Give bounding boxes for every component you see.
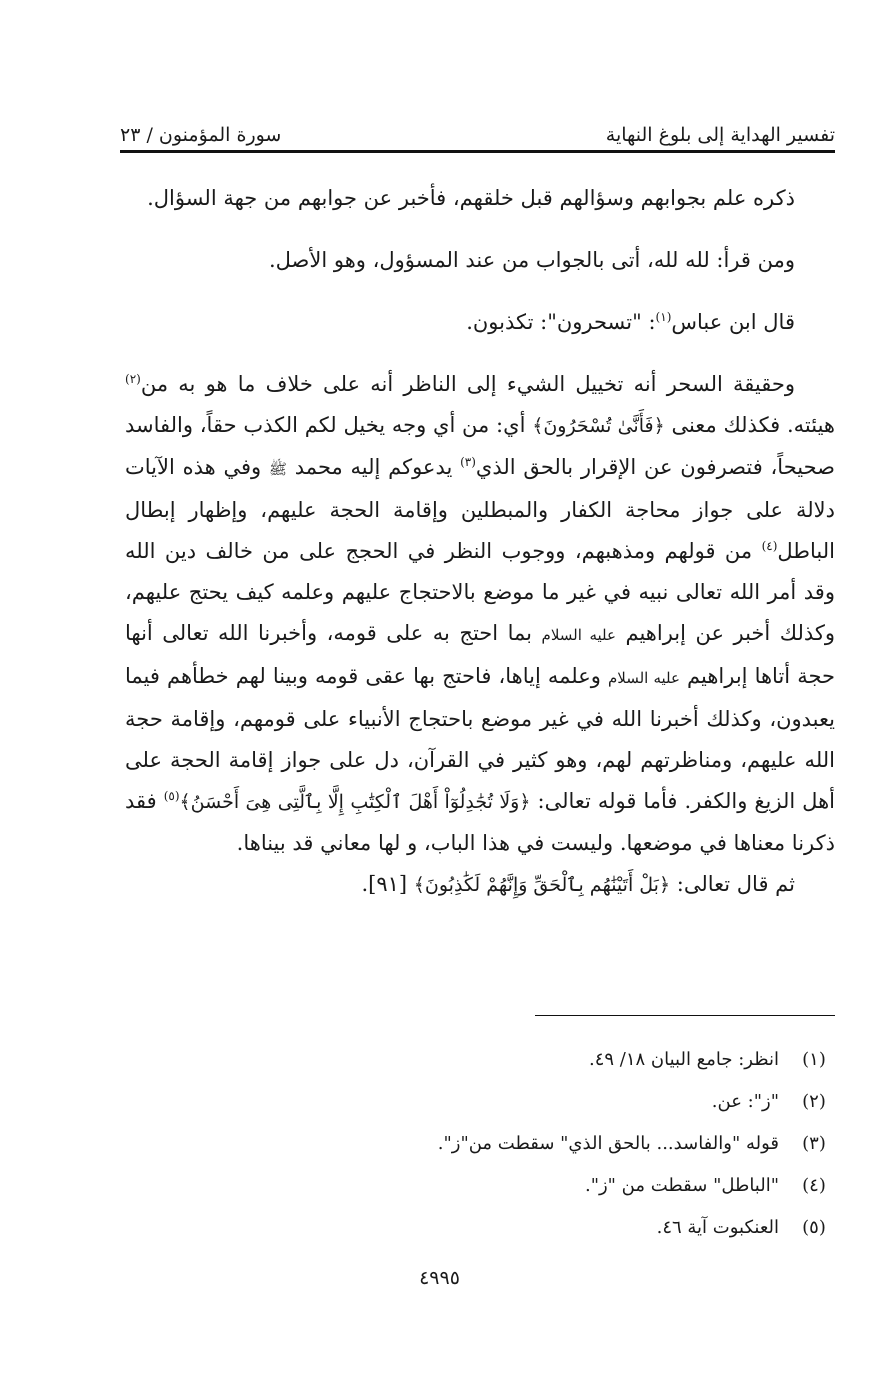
quran-verse: ﴿وَلَا تُجَٰدِلُوٓاْ أَهْلَ ٱلْكِتَٰبِ إِلَّا بِٱلَّتِى هِىَ أَحْسَنُ﴾ <box>179 791 531 813</box>
footnotes-list <box>300 1038 835 1248</box>
footnote-item <box>300 1038 835 1080</box>
surah-page-label: سورة المؤمنون / ٢٣ <box>120 124 282 146</box>
footnote-text: "ز": عن. <box>711 1090 779 1112</box>
footnote-number: (٥) <box>802 1216 826 1238</box>
book-title: تفسير الهداية إلى بلوغ النهاية <box>605 124 835 146</box>
footnote-text: "الباطل" سقطت من "ز". <box>584 1174 779 1196</box>
alayhi-salam-glyph: عليه السلام <box>541 626 616 644</box>
quran-verse: ﴿فَأَنَّىٰ تُسْحَرُونَ﴾ <box>532 415 665 437</box>
header-rule <box>120 150 835 153</box>
salawat-glyph: ﷺ <box>268 460 288 478</box>
footnote-number: (٣) <box>802 1132 826 1154</box>
text-span: يدعوكم إليه محمد <box>287 455 461 479</box>
footnote-number: (٢) <box>802 1090 826 1112</box>
text-span: وعلمه إياها، فاحتج بها عقى قومه وبينا لهم خطأهم فيما يعبدون، وكذلك أخبرنا الله في غير موضع باحتجاج الأنبياء على قومهم، وإقامة حجة الله عليهم، ومناظرتهم لهم، وهو كثير في القرآن، دل على جواز إقامة الحجة على أهل الزيغ والكفر. فأما قوله تعالى: <box>125 664 835 813</box>
footnote-ref-3[interactable]: (٣) <box>460 455 476 469</box>
paragraph-2: ومن قرأ: لله لله، أتى بالجواب من عند المسؤول، وهو الأصل. <box>268 248 795 272</box>
text-span: وحقيقة السحر أنه تخييل الشيء إلى الناظر أنه على خلاف ما هو به من <box>140 372 795 396</box>
footnote-rule <box>535 1015 835 1016</box>
text-span: هيئته. فكذلك معنى <box>664 413 836 437</box>
paragraph-4 <box>125 364 835 864</box>
verse-number: [٩١]. <box>361 872 414 896</box>
footnote-text: قوله "والفاسد... بالحق الذي" سقطت من"ز". <box>437 1132 779 1154</box>
paragraph-5 <box>125 864 835 906</box>
footnote-ref-1[interactable]: (١) <box>655 310 672 324</box>
footnote-number: (٤) <box>802 1174 826 1196</box>
alayhi-salam-glyph: عليه السلام <box>607 669 680 687</box>
footnote-item <box>300 1206 835 1248</box>
text-span: فقد ذكرنا معناها في موضعها. وليست في هذا الباب، و لها معاني قد بيناها. <box>125 789 835 855</box>
footnote-item <box>300 1122 835 1164</box>
text-span: وفي هذه الآيات دلالة على جواز محاجة الكفار والمبطلين وإقامة الحجة عليهم، وإظهار إبطال الباطل <box>125 455 835 563</box>
page-number: ٤٩٩٥ <box>419 1267 460 1289</box>
text-span: قال ابن عباس <box>671 310 795 334</box>
footnote-text: العنكبوت آية ٤٦. <box>656 1216 779 1238</box>
footnote-item <box>300 1080 835 1122</box>
running-header <box>120 112 835 146</box>
footnote-item <box>300 1164 835 1206</box>
footnote-ref-4[interactable]: (٤) <box>761 539 778 553</box>
text-span: من قولهم ومذهبهم، ووجوب النظر في الحجج على من خالف دين الله وقد أمر الله تعالى نبيه في غير ما موضع بالاحتجاج عليهم وعلمه كيف يحتج عليهم، وكذلك أخبر عن إبراهيم <box>125 539 836 645</box>
footnote-ref-5[interactable]: (٥) <box>163 789 180 803</box>
footnote-text: انظر: جامع البيان ١٨/ ٤٩. <box>588 1048 779 1070</box>
text-span: أي: من أي وجه يخيل لكم الكذب حقاً، والفاسد صحيحاً، فتصرفون عن الإقرار بالحق الذي <box>125 413 835 479</box>
footnote-ref-2[interactable]: (٢) <box>125 372 141 386</box>
quran-verse: ﴿بَلْ أَتَيْنَٰهُم بِٱلْحَقِّ وَإِنَّهُمْ لَكَٰذِبُونَ﴾ <box>413 874 671 896</box>
paragraph-1: ذكره علم بجوابهم وسؤالهم قبل خلقهم، فأخبر عن جوابهم من جهة السؤال. <box>147 186 795 210</box>
paragraph-3 <box>125 302 835 343</box>
text-span: بما احتج به على قومه، وأخبرنا الله تعالى أنها حجة أتاها إبراهيم <box>125 621 835 688</box>
text-span: ثم قال تعالى: <box>670 872 795 896</box>
text-span: : "تسحرون": تكذبون. <box>466 310 656 334</box>
body-text <box>125 178 835 927</box>
footnote-number: (١) <box>802 1048 826 1070</box>
